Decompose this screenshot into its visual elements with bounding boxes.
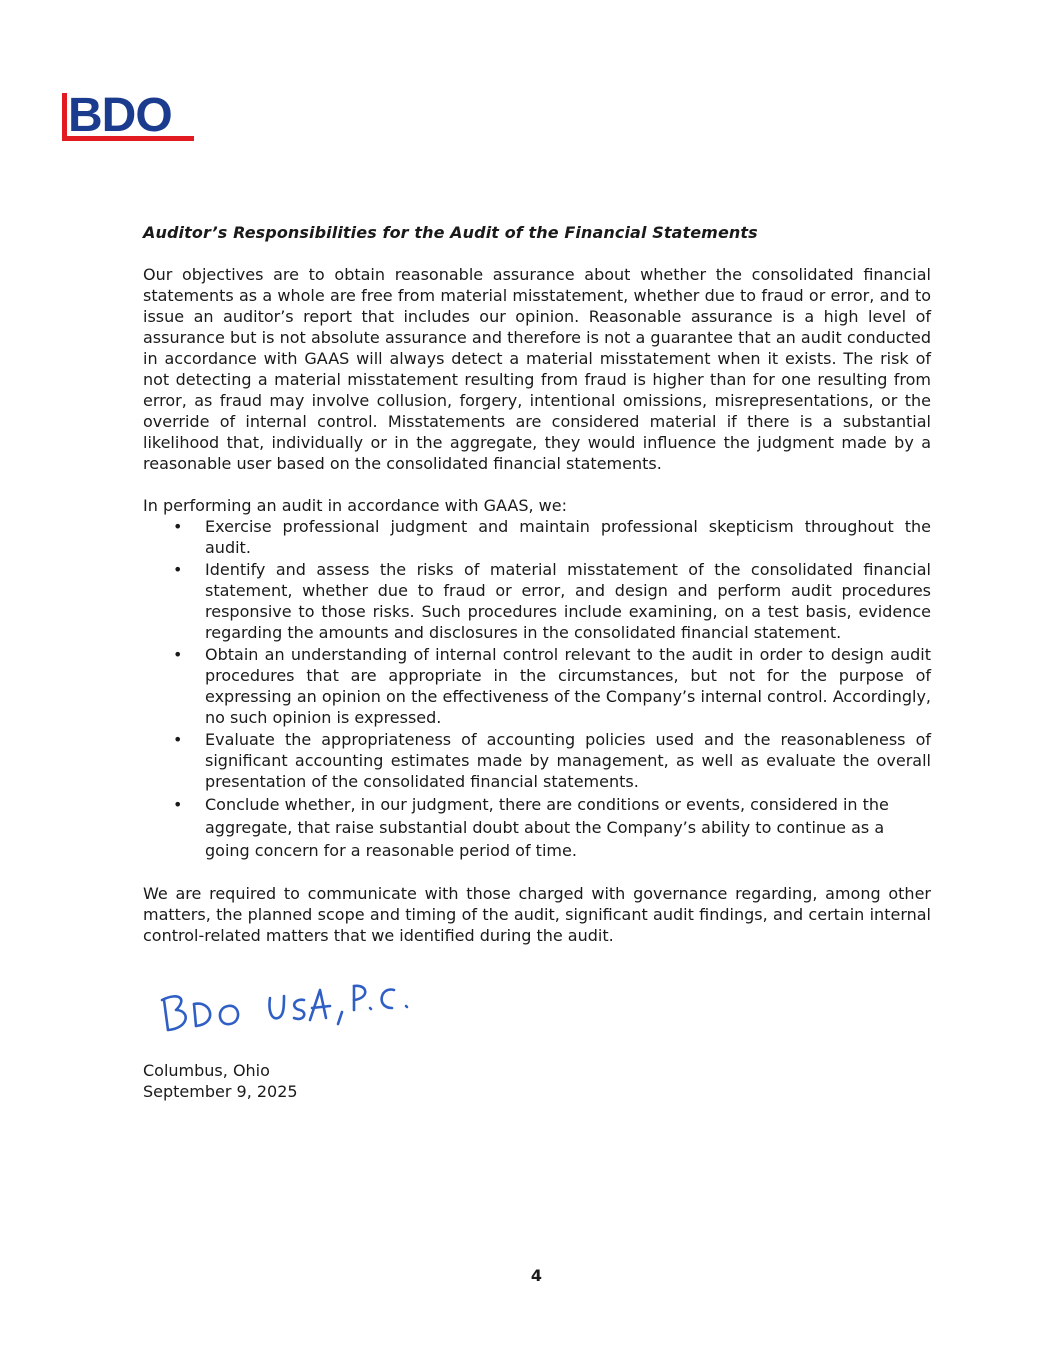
procedures-intro: In performing an audit in accordance with GAAS, we:	[143, 496, 567, 515]
signature	[154, 980, 424, 1042]
list-item: • Identify and assess the risks of material misstatement of the consolidated financial statement, whether due to fraud or error, and design and perform audit procedures responsive to those risks. Such procedures include examining, on a test basis, evidence regarding the amounts and disclosures in the consolidated financial statement.	[173, 560, 931, 642]
bullet-icon: •	[173, 560, 183, 579]
bdo-logo	[62, 90, 198, 146]
bullet-icon: •	[173, 730, 183, 749]
report-date: September 9, 2025	[143, 1082, 298, 1101]
list-item: • Exercise professional judgment and maintain professional skepticism throughout the audit.	[173, 517, 931, 557]
bullet-icon: •	[173, 795, 183, 814]
list-item: • Evaluate the appropriateness of accounting policies used and the reasonableness of significant accounting estimates made by management, as well as evaluate the overall presentation of the consolidated financial statements.	[173, 730, 931, 791]
bullet-icon: •	[173, 645, 183, 664]
signature-block	[143, 1060, 298, 1102]
svg-text:BDO: BDO	[68, 90, 172, 142]
governance-paragraph: We are required to communicate with those charged with governance regarding, among other matters, the planned scope and timing of the audit, significant audit findings, and certain internal control-related matters that we identified during the audit.	[143, 884, 931, 945]
city: Columbus, Ohio	[143, 1061, 270, 1080]
procedures-list	[143, 516, 931, 862]
page-number: 4	[530, 1266, 543, 1285]
section-heading: Auditor’s Responsibilities for the Audit of the Financial Statements	[143, 223, 758, 242]
list-item: • Conclude whether, in our judgment, there are conditions or events, considered in the aggregate, that raise substantial doubt about the Company’s ability to continue as a going concern for a reasonable period of time.	[173, 795, 889, 860]
objectives-paragraph: Our objectives are to obtain reasonable assurance about whether the consolidated financial statements as a whole are free from material misstatement, whether due to fraud or error, and to issue an auditor’s report that includes our opinion. Reasonable assurance is a high level of assurance but is not absolute assurance and therefore is not a guarantee that an audit conducted in accordance with GAAS will always detect a material misstatement when it exists. The risk of not detecting a material misstatement resulting from fraud is higher than for one resulting from error, as fraud may involve collusion, forgery, intentional omissions, misrepresentations, or the override of internal control. Misstatements are considered material if there is a substantial likelihood that, individually or in the aggregate, they would influence the judgment made by a reasonable user based on the consolidated financial statements.	[143, 265, 931, 473]
list-item: • Obtain an understanding of internal control relevant to the audit in order to design audit procedures that are appropriate in the circumstances, but not for the purpose of expressing an opinion on the effectiveness of the Company’s internal control. Accordingly, no such opinion is expressed.	[173, 645, 931, 727]
report-body	[143, 222, 931, 946]
bullet-icon: •	[173, 517, 183, 536]
